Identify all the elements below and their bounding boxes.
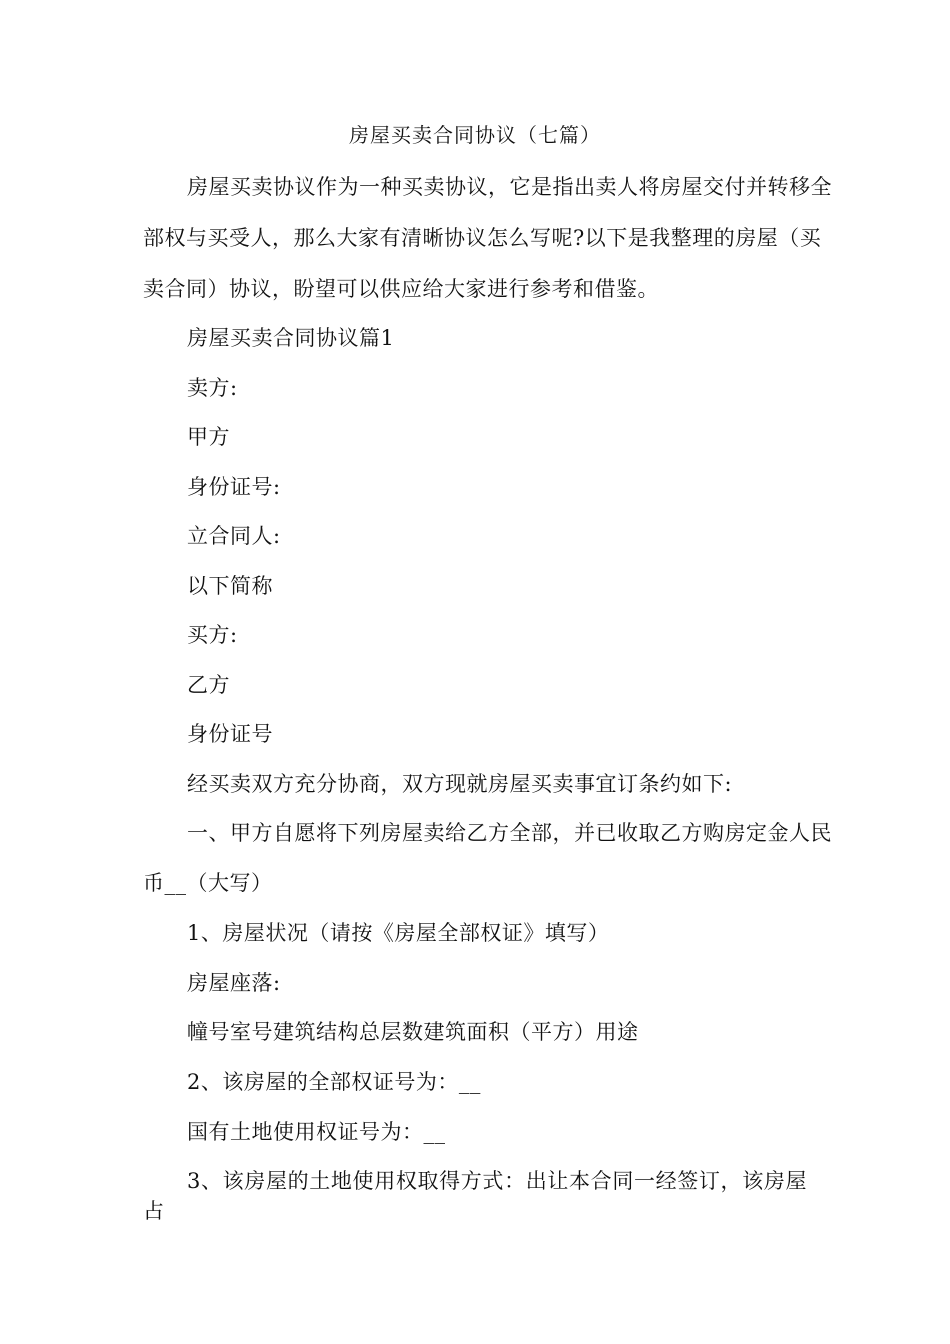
- document-title: 房屋买卖合同协议（七篇）: [349, 123, 601, 147]
- party-b-label: 乙方: [187, 673, 230, 697]
- item-1: 1、房屋状况（请按《房屋全部权证》填写）: [187, 921, 610, 945]
- buyer-label: 买方:: [187, 623, 238, 647]
- land-cert-line: 国有土地使用权证号为：__: [187, 1120, 446, 1144]
- id-number-a-label: 身份证号:: [187, 475, 281, 499]
- seller-label: 卖方:: [187, 376, 238, 400]
- section-heading: 房屋买卖合同协议篇1: [187, 326, 395, 350]
- clause-1-line-2: 币__（大写）: [143, 871, 273, 895]
- intro-line-2: 部权与买受人，那么大家有清晰协议怎么写呢?以下是我整理的房屋（买: [143, 226, 822, 250]
- intro-line-3: 卖合同）协议，盼望可以供应给大家进行参考和借鉴。: [143, 277, 659, 301]
- clause-1: [143, 818, 832, 898]
- item-2: 2、该房屋的全部权证号为：__: [187, 1070, 481, 1094]
- intro-line-1: 房屋买卖协议作为一种买卖协议，它是指出卖人将房屋交付并转移全: [187, 175, 832, 199]
- intro-paragraph: [143, 172, 832, 304]
- item-3: 3、该房屋的土地使用权取得方式：出让本合同一经签订，该房屋占: [143, 1169, 807, 1223]
- table-header-line: 幢号室号建筑结构总层数建筑面积（平方）用途: [187, 1020, 639, 1044]
- agreement-intro: 经买卖双方充分协商，双方现就房屋买卖事宜订条约如下:: [187, 772, 733, 796]
- id-number-b-label: 身份证号: [187, 722, 273, 746]
- house-location-label: 房屋座落:: [187, 971, 281, 995]
- clause-1-line-1: 一、甲方自愿将下列房屋卖给乙方全部，并已收取乙方购房定金人民: [187, 821, 832, 845]
- hereinafter-label: 以下简称: [187, 574, 273, 598]
- party-a-label: 甲方: [187, 425, 230, 449]
- contract-person-label: 立合同人:: [187, 524, 281, 548]
